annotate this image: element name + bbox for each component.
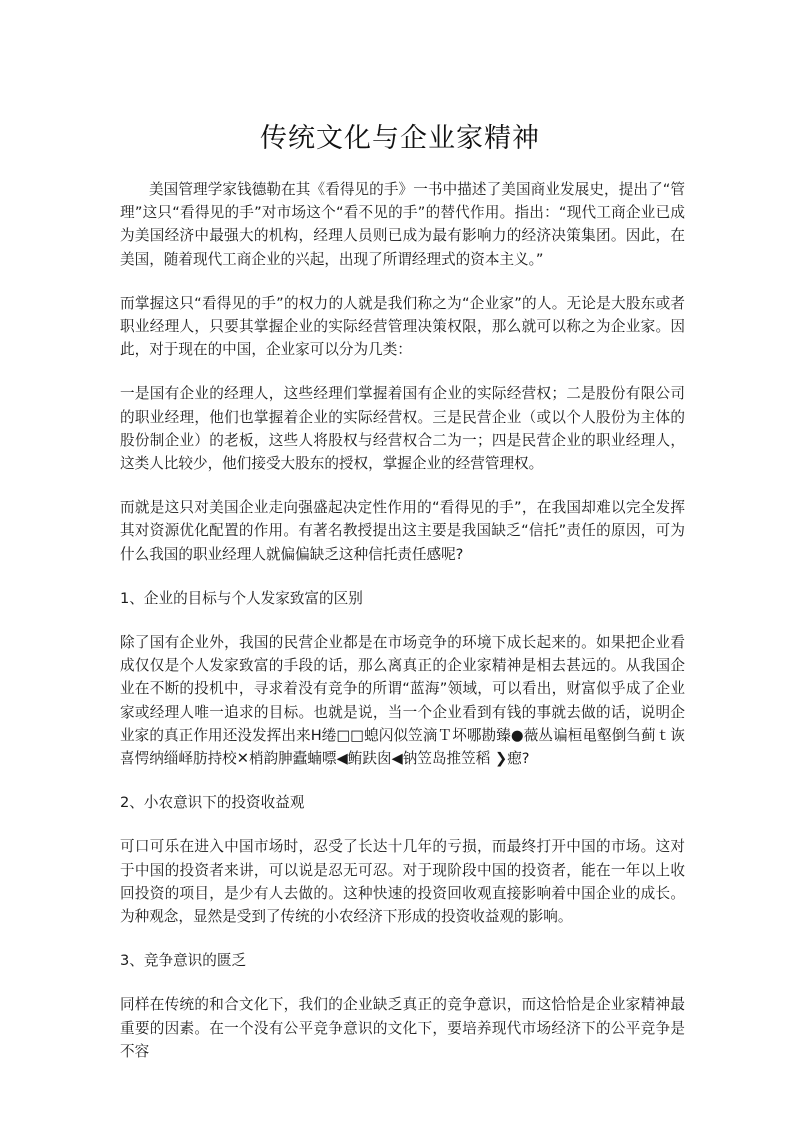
paragraph: 除了国有企业外，我国的民营企业都是在市场竞争的环境下成长起来的。如果把企业看成仅仅是个人发家致富的手段的话，那么离真正的企业家精神是相去甚远的。从我国企业在不断的投机中，寻求着没有竞争的所谓“蓝海”领域，可以看出，财富似乎成了企业家或经理人唯一追求的目标。也就是说，当一个企业看到有钱的事就去做的话，说明企业家的真正作用还没发挥出来H绻□□螅闪似笠滴Ｔ坏哪勘臻●薇丛谝桓黾壑倒刍蓟ｔ诙喜愕纳缁峄肪持校✕梢韵胂蠹蝻嘌◀鲔趺囱◀钠笠岛推笠稻 ❯瘛? [120,634,685,768]
paragraph: 而掌握这只“看得见的手”的权力的人就是我们称之为“企业家”的人。无论是大股东或者职业经理人，只要其掌握企业的实际经营管理决策权限，那么就可以称之为企业家。因此，对于现在的中国，企业家可以分为几类： [120,294,685,359]
document-title: 传统文化与企业家精神 [260,123,540,155]
document-body [120,178,685,1084]
paragraph: 美国管理学家钱德勒在其《看得见的手》一书中描述了美国商业发展史，提出了“管理”这只“看得见的手”对市场这个“看不见的手”的替代作用。指出：“现代工商企业已成为美国经济中最强大的机构，经理人员则已成为最有影响力的经济决策集团。因此，在美国，随着现代工商企业的兴起，出现了所谓经理式的资本主义。” [120,181,685,268]
paragraph: 同样在传统的和合文化下，我们的企业缺乏真正的竞争意识，而这恰恰是企业家精神最重要的因素。在一个没有公平竞争意识的文化下，要培养现代市场经济下的公平竞争是不容 [120,996,685,1060]
paragraph: 而就是这只对美国企业走向强盛起决定性作用的“看得见的手”，在我国却难以完全发挥其对资源优化配置的作用。有著名教授提出这主要是我国缺乏“信托”责任的原因，可为什么我国的职业经理人就偏偏缺乏这种信托责任感呢? [120,499,685,563]
section-heading: 3、竞争意识的匮乏 [120,952,247,970]
paragraph: 一是国有企业的经理人，这些经理们掌握着国有企业的实际经营权；二是股份有限公司的职业经理，他们也掌握着企业的实际经营权。三是民营企业（或以个人股份为主体的股份制企业）的老板，这些人将股权与经营权合二为一；四是民营企业的职业经理人，这类人比较少，他们接受大股东的授权，掌握企业的经营管理权。 [120,385,685,473]
paragraph: 可口可乐在进入中国市场时，忍受了长达十几年的亏损，而最终打开中国的市场。这对于中国的投资者来讲，可以说是忍无可忍。对于现阶段中国的投资者，能在一年以上收回投资的项目，是少有人去做的。这种快速的投资回收观直接影响着中国企业的成长。为种观念，显然是受到了传统的小农经济下形成的投资收益观的影响。 [120,838,685,926]
section-heading: 2、小农意识下的投资收益观 [120,794,305,812]
section-heading: 1、企业的目标与个人发家致富的区别 [120,589,363,607]
